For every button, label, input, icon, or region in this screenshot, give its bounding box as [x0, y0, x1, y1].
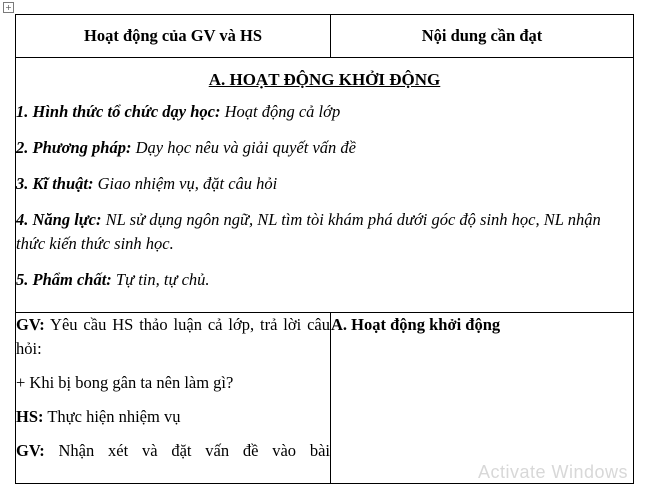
activity-paragraph	[16, 439, 330, 463]
activity-row	[16, 313, 634, 484]
activity-text: Thực hiện nhiệm vụ	[43, 407, 181, 426]
activity-text: Yêu cầu HS thảo luận cả lớp, trả lời câu hỏi:	[16, 315, 330, 358]
header-content: Nội dung cần đạt	[331, 15, 634, 58]
header-teacher-student: Hoạt động của GV và HS	[16, 15, 331, 58]
objectives-row	[16, 58, 634, 313]
role-label: GV:	[16, 315, 45, 334]
objective-item	[16, 208, 633, 256]
content-title: A. Hoạt động khởi động	[331, 315, 501, 334]
activation-watermark: Activate Windows	[478, 462, 629, 482]
objective-label: 5. Phẩm chất:	[16, 270, 112, 289]
objective-text: Giao nhiệm vụ, đặt câu hỏi	[93, 174, 278, 193]
activity-paragraph	[16, 405, 330, 429]
objectives-cell	[16, 58, 634, 313]
role-label: HS:	[16, 407, 44, 426]
content-cell	[331, 313, 634, 484]
objective-text: Hoạt động cả lớp	[220, 102, 341, 121]
table-anchor-icon[interactable]: +	[3, 2, 14, 13]
activity-question: + Khi bị bong gân ta nên làm gì?	[16, 373, 234, 392]
objective-label: 2. Phương pháp:	[16, 138, 132, 157]
objective-item	[16, 172, 633, 196]
section-title: A. HOẠT ĐỘNG KHỞI ĐỘNG	[208, 70, 441, 89]
objective-text: Tự tin, tự chủ.	[111, 270, 210, 289]
objective-item	[16, 136, 633, 160]
objective-text: Dạy học nêu và giải quyết vấn đề	[131, 138, 356, 157]
objective-item	[16, 100, 633, 124]
lesson-plan-table	[15, 14, 634, 484]
header-row	[16, 15, 634, 58]
activity-text: Nhận xét và đặt vấn đề vào bài	[44, 441, 330, 460]
objective-text: NL sử dụng ngôn ngữ, NL tìm tòi khám phá dưới góc độ sinh học, NL nhận thức kiến thức sinh học.	[16, 210, 601, 253]
objective-label: 3. Kĩ thuật:	[16, 174, 94, 193]
role-label: GV:	[16, 441, 45, 460]
objective-label: 4. Năng lực:	[16, 210, 102, 229]
activity-paragraph	[16, 313, 330, 361]
objective-label: 1. Hình thức tổ chức dạy học:	[16, 102, 221, 121]
objective-item	[16, 268, 633, 292]
activity-cell	[16, 313, 331, 484]
